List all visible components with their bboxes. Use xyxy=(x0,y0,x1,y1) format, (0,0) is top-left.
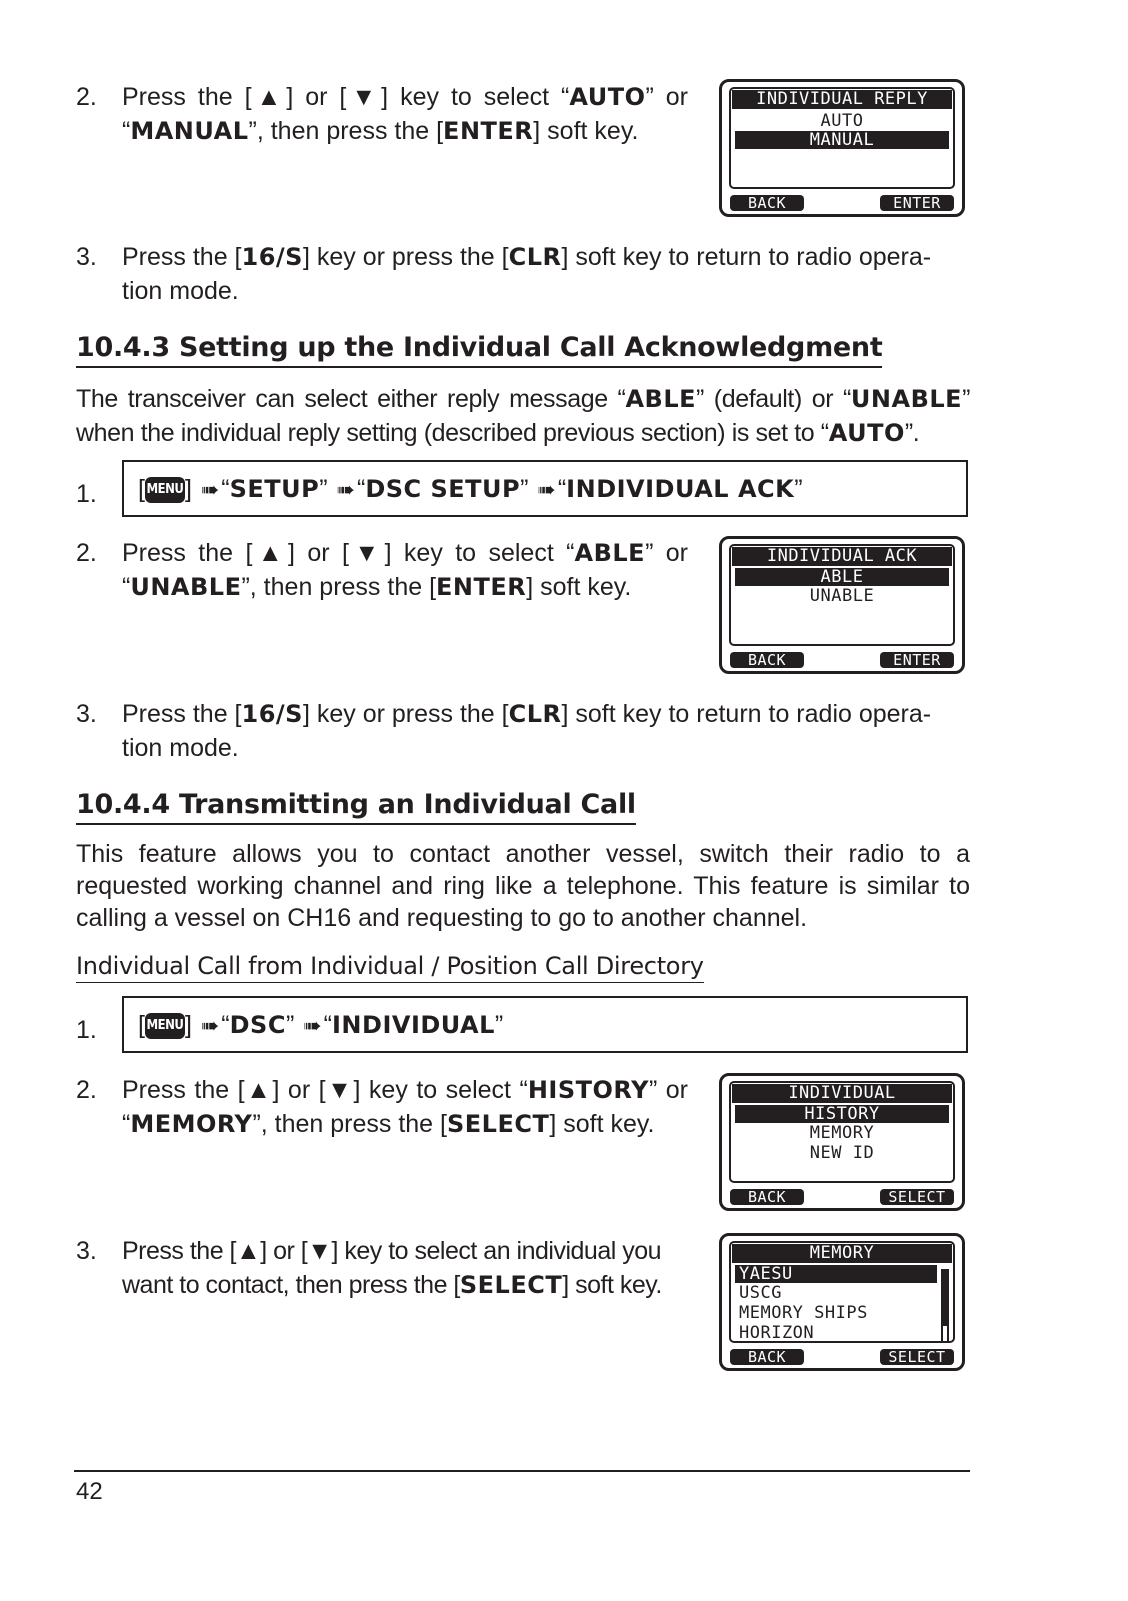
step-number: 3. xyxy=(76,243,97,271)
lcd-list-item: HORIZON xyxy=(739,1323,815,1343)
step-number: 1. xyxy=(76,1016,97,1044)
arrow-right-icon: ➠ xyxy=(336,477,355,503)
back-softkey: BACK xyxy=(730,1189,804,1205)
section-heading: 10.4.3 Setting up the Individual Call Acknowledgment xyxy=(76,331,882,368)
paragraph: This feature allows you to contact another vessel, switch their radio to a requested working channel and ring like a telephone. This feature is similar to calling a vessel on CH16 and requesting to go to another channel. xyxy=(76,840,970,932)
step-text: Press the [▲] or [▼] key to select “AUTO” or “MANUAL”, then press the [ENTER] soft key. xyxy=(122,83,689,145)
lcd-list-item: USCG xyxy=(739,1283,782,1303)
paragraph: The transceiver can select either reply message “ABLE” (default) or “UNABLE” when the individual reply setting (described previous section) is set to “AUTO”. xyxy=(76,385,970,447)
step-text: Press the [▲] or [▼] key to select an individual you want to contact, then press the [SELECT] soft key. xyxy=(122,1237,662,1299)
section-heading: 10.4.4 Transmitting an Individual Call xyxy=(76,788,636,825)
back-softkey: BACK xyxy=(730,195,804,211)
back-softkey: BACK xyxy=(730,652,804,668)
page-number: 42 xyxy=(76,1478,103,1505)
menu-path-box xyxy=(122,460,968,517)
lcd-option-selected: ABLE xyxy=(735,568,949,586)
step-number: 2. xyxy=(76,539,97,567)
menu-key-icon: MENU xyxy=(145,1013,185,1039)
step-number: 2. xyxy=(76,83,97,111)
select-softkey: SELECT xyxy=(880,1189,954,1205)
select-softkey: SELECT xyxy=(880,1349,954,1365)
step-number: 1. xyxy=(76,480,97,508)
lcd-option-selected: MANUAL xyxy=(735,131,949,149)
lcd-option: AUTO xyxy=(820,111,864,131)
lcd-title: INDIVIDUAL xyxy=(732,1084,952,1103)
step-text: Press the [16/S] key or press the [CLR] soft key to return to radio opera- tion mode. xyxy=(122,700,932,762)
arrow-right-icon: ➠ xyxy=(303,1013,322,1039)
step-number: 3. xyxy=(76,1237,97,1265)
arrow-right-icon: ➠ xyxy=(200,477,220,503)
footer-rule xyxy=(74,1470,970,1472)
enter-softkey: ENTER xyxy=(880,195,954,211)
lcd-title: INDIVIDUAL REPLY xyxy=(732,90,952,109)
lcd-title: INDIVIDUAL ACK xyxy=(732,547,952,566)
enter-softkey: ENTER xyxy=(880,652,954,668)
lcd-screen-individual-reply xyxy=(719,79,965,217)
lcd-scroll-thumb xyxy=(943,1271,947,1326)
menu-key-icon: MENU xyxy=(145,477,185,503)
menu-path: [ MENU] ➠“SETUP” ➠“DSC SETUP” ➠“INDIVIDUAL ACK” xyxy=(138,474,803,505)
back-softkey: BACK xyxy=(730,1349,804,1365)
lcd-option: NEW ID xyxy=(809,1143,875,1163)
arrow-right-icon: ➠ xyxy=(537,477,556,503)
step-number: 3. xyxy=(76,700,97,728)
lcd-option-selected: HISTORY xyxy=(735,1105,949,1123)
arrow-right-icon: ➠ xyxy=(200,1013,220,1039)
lcd-screen-individual-ack xyxy=(719,536,965,674)
step-text: Press the [16/S] key or press the [CLR] soft key to return to radio opera- tion mode. xyxy=(122,243,932,305)
lcd-option: MEMORY xyxy=(809,1123,875,1143)
menu-path-box xyxy=(122,996,968,1053)
lcd-screen-memory xyxy=(719,1233,965,1371)
step-text: Press the [▲] or [▼] key to select “HISTORY” or “MEMORY”, then press the [SELECT] soft key. xyxy=(122,1076,689,1138)
subheading: Individual Call from Individual / Position Call Directory xyxy=(76,950,704,983)
step-number: 2. xyxy=(76,1076,97,1104)
lcd-list-item: MEMORY SHIPS xyxy=(739,1303,868,1323)
menu-path: [ MENU] ➠“DSC” ➠“INDIVIDUAL” xyxy=(138,1010,503,1041)
lcd-scrollbar xyxy=(941,1269,949,1343)
lcd-option: UNABLE xyxy=(809,586,875,606)
step-text: Press the [▲] or [▼] key to select “ABLE” or “UNABLE”, then press the [ENTER] soft key. xyxy=(122,539,689,601)
lcd-screen-individual xyxy=(719,1073,965,1211)
lcd-list-item-selected: YAESU xyxy=(735,1265,937,1283)
lcd-title: MEMORY xyxy=(732,1244,952,1263)
